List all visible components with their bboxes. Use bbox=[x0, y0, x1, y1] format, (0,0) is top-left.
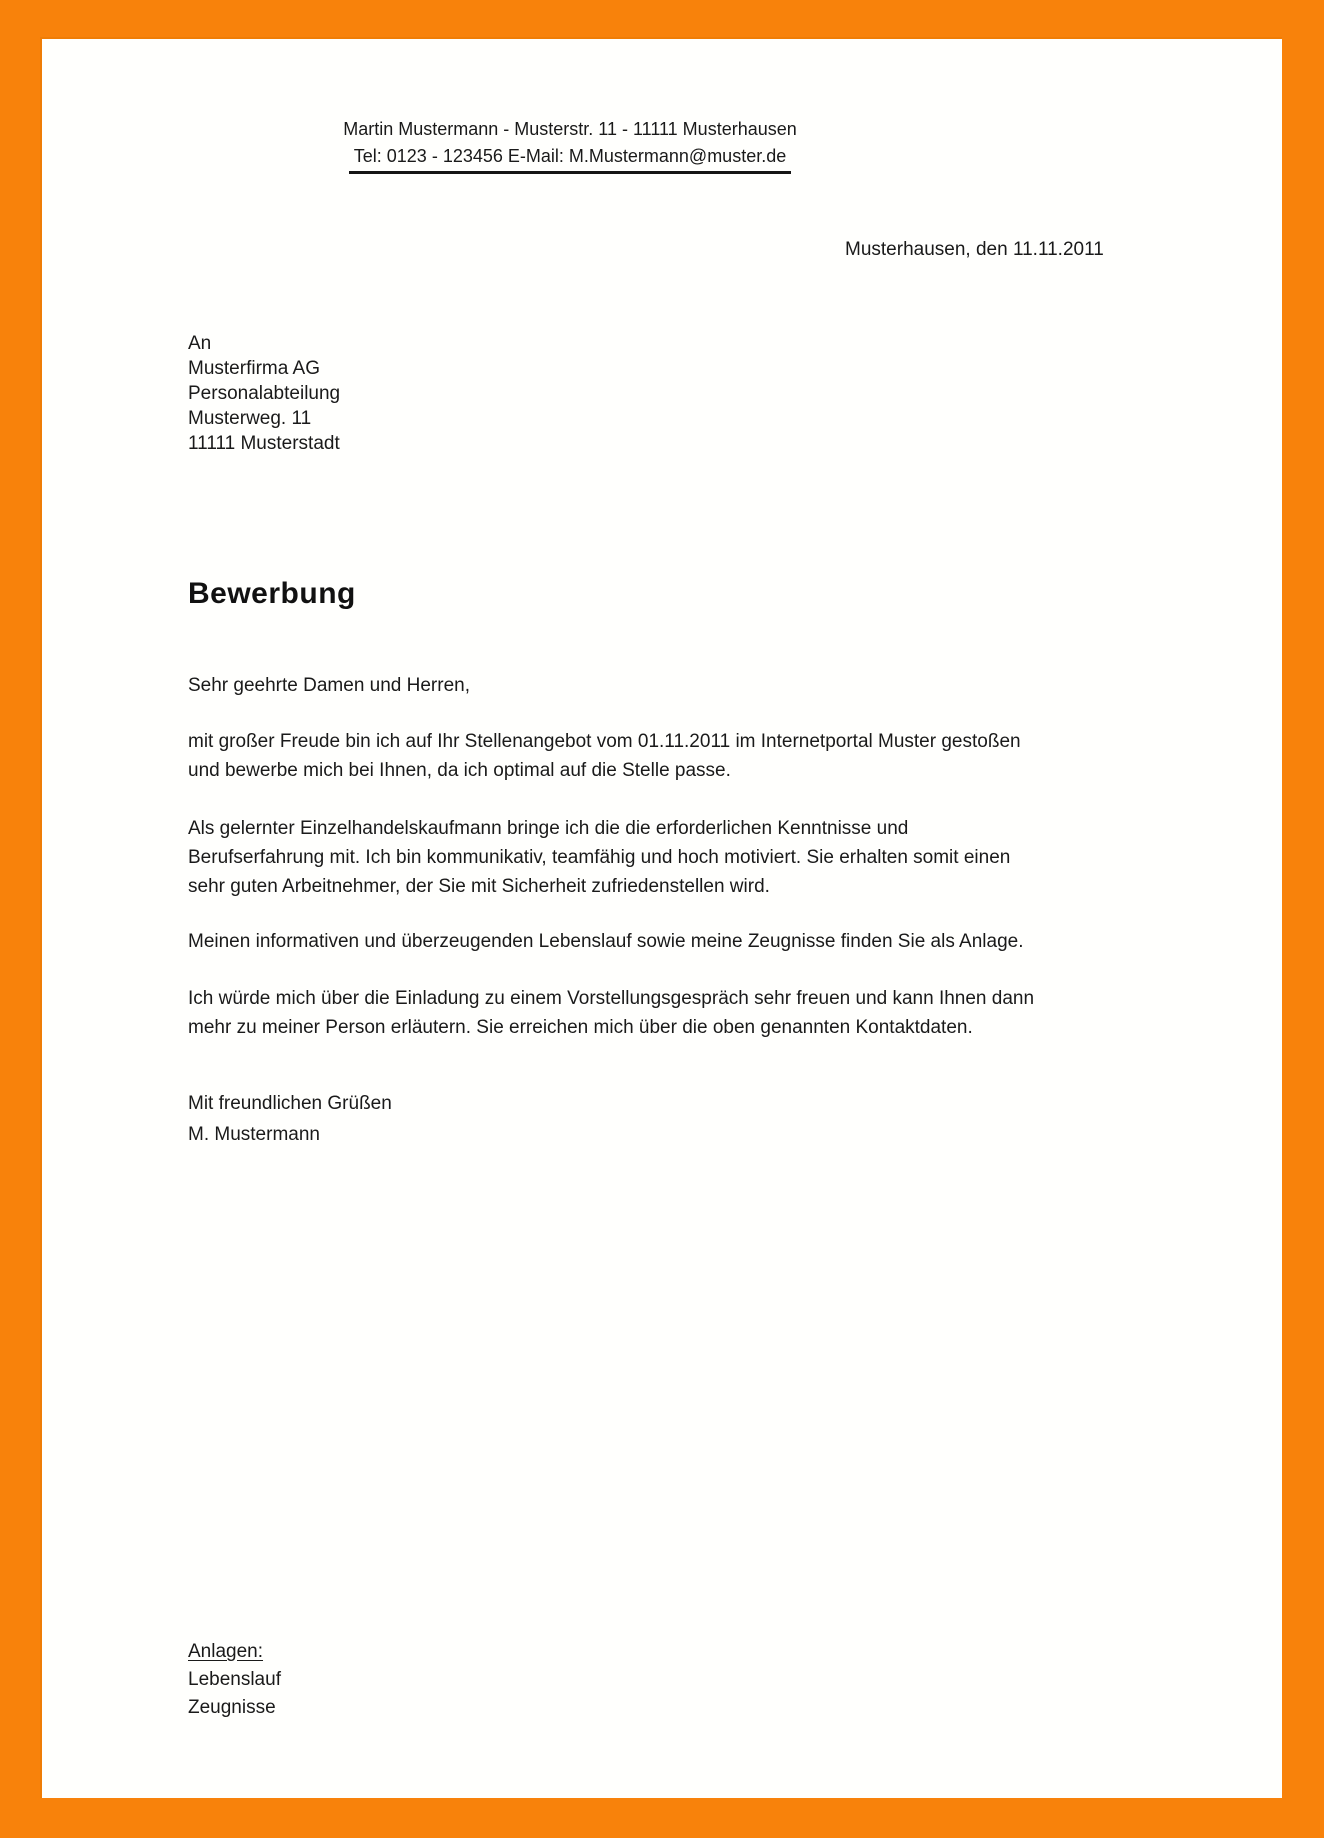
closing-regards: Mit freundlichen Grüßen bbox=[188, 1093, 392, 1114]
enclosure-item-zeugnisse: Zeugnisse bbox=[188, 1697, 276, 1718]
recipient-line-city: 11111 Musterstadt bbox=[188, 433, 340, 454]
sender-header bbox=[40, 116, 1100, 174]
enclosure-item-lebenslauf: Lebenslauf bbox=[188, 1669, 281, 1690]
recipient-address-block bbox=[188, 331, 340, 456]
paragraph-line: mit großer Freude bin ich auf Ihr Stellenangebot vom 01.11.2011 im Internetportal Muster gestoßen bbox=[188, 731, 1021, 752]
recipient-line-department: Personalabteilung bbox=[188, 383, 341, 404]
letter-page bbox=[40, 37, 1282, 1798]
body-paragraph-3 bbox=[188, 927, 1024, 956]
subject-heading: Bewerbung bbox=[188, 577, 356, 610]
paragraph-line: und bewerbe mich bei Ihnen, da ich optimal auf die Stelle passe. bbox=[188, 760, 731, 781]
salutation-line: Sehr geehrte Damen und Herren, bbox=[188, 675, 470, 696]
recipient-line-company: Musterfirma AG bbox=[188, 358, 320, 379]
paragraph-line: Meinen informativen und überzeugenden Lebenslauf sowie meine Zeugnisse finden Sie als Anlage. bbox=[188, 931, 1024, 952]
paragraph-line: Ich würde mich über die Einladung zu einem Vorstellungsgespräch sehr freuen und kann Ihnen dann bbox=[188, 988, 1035, 1009]
enclosures-label: Anlagen: bbox=[188, 1641, 264, 1662]
sender-contact-line: Tel: 0123 - 123456 E-Mail: M.Mustermann@muster.de bbox=[349, 143, 791, 174]
recipient-line-an: An bbox=[188, 333, 212, 354]
sender-name-address-line: Martin Mustermann - Musterstr. 11 - 11111 Musterhausen bbox=[343, 119, 797, 139]
paragraph-line: mehr zu meiner Person erläutern. Sie erreichen mich über die oben genannten Kontaktdaten. bbox=[188, 1017, 973, 1038]
enclosures-block bbox=[188, 1638, 281, 1722]
paragraph-line: Als gelernter Einzelhandelskaufmann bringe ich die die erforderlichen Kenntnisse und bbox=[188, 818, 909, 839]
recipient-line-street: Musterweg. 11 bbox=[188, 408, 312, 429]
date-line: Musterhausen, den 11.11.2011 bbox=[845, 239, 1104, 260]
closing-signature: M. Mustermann bbox=[188, 1124, 320, 1145]
body-paragraph-2 bbox=[188, 814, 1010, 901]
sender-contact-line-wrap bbox=[40, 143, 1100, 174]
body-paragraph-4 bbox=[188, 984, 1034, 1042]
paragraph-line: sehr guten Arbeitnehmer, der Sie mit Sicherheit zufriedenstellen wird. bbox=[188, 876, 770, 897]
body-paragraph-1 bbox=[188, 727, 1021, 785]
paragraph-line: Berufserfahrung mit. Ich bin kommunikativ, teamfähig und hoch motiviert. Sie erhalten somit einen bbox=[188, 847, 1011, 868]
closing-block bbox=[188, 1088, 392, 1150]
